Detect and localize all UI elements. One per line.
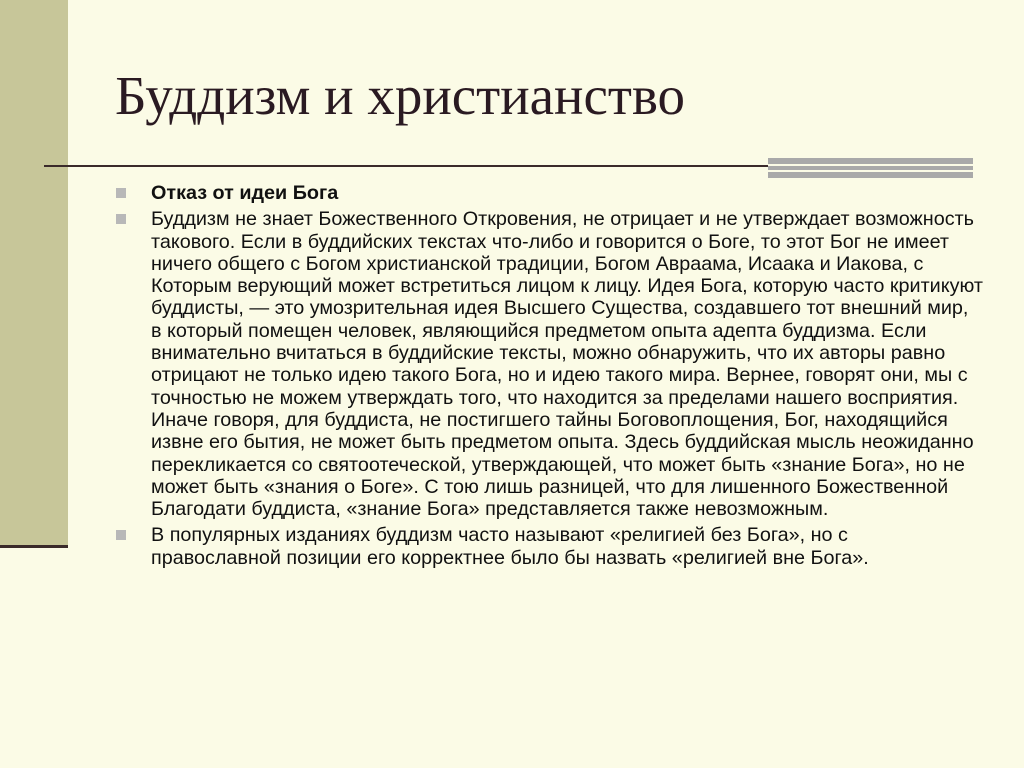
square-bullet-icon xyxy=(116,214,126,224)
side-decoration-bar xyxy=(0,0,68,548)
bullet-text: Буддизм не знает Божественного Откровения, не отрицает и не утверждает возможность такового. Если в буддийских текстах что-либо и говорится о Боге, то этот Бог не имеет ничего общего с Богом христианской традиции, Богом Авраама, Исаака и Иакова, с Которым верующий может встретиться лицом к лицу. Идея Бога, которую часто критикуют буддисты, — это умозрительная идея Высшего Существа, создавшего тот внешний мир, в который помещен человек, являющийся предметом опыта адепта буддизма. Если внимательно вчитаться в буддийские тексты, можно обнаружить, что их авторы равно отрицают не только идею такого Бога, но и идею такого мира. Вернее, говорят они, мы с точностью не можем утверждать того, что находится за пределами нашего восприятия. Иначе говоря, для буддиста, не постигшего тайны Боговоплощения, Бог, находящийся извне его бытия, не может быть предметом опыта. Здесь буддийская мысль неожиданно перекликается со святоотеческой, утверждающей, что может быть «знание Бога», но не может быть «знания о Боге». С тою лишь разницей, что для лишенного Божественной Благодати буддиста, «знание Бога» представляется также невозможным. xyxy=(151,208,983,521)
bullet-text: Отказ от идеи Бога xyxy=(151,182,339,204)
side-decoration-line xyxy=(0,545,68,548)
bullet-list xyxy=(113,182,983,573)
square-bullet-icon xyxy=(116,188,126,198)
title-underline-accent xyxy=(768,158,973,178)
bullet-item-heading xyxy=(113,182,983,204)
bullet-text: В популярных изданиях буддизм часто называют «религией без Бога», но с православной позиции его корректнее было бы назвать «религией вне Бога». xyxy=(151,524,869,569)
bullet-item-conclusion xyxy=(113,524,983,569)
bullet-item-main-text xyxy=(113,208,983,520)
slide-title: Буддизм и христианство xyxy=(115,65,686,126)
square-bullet-icon xyxy=(116,530,126,540)
